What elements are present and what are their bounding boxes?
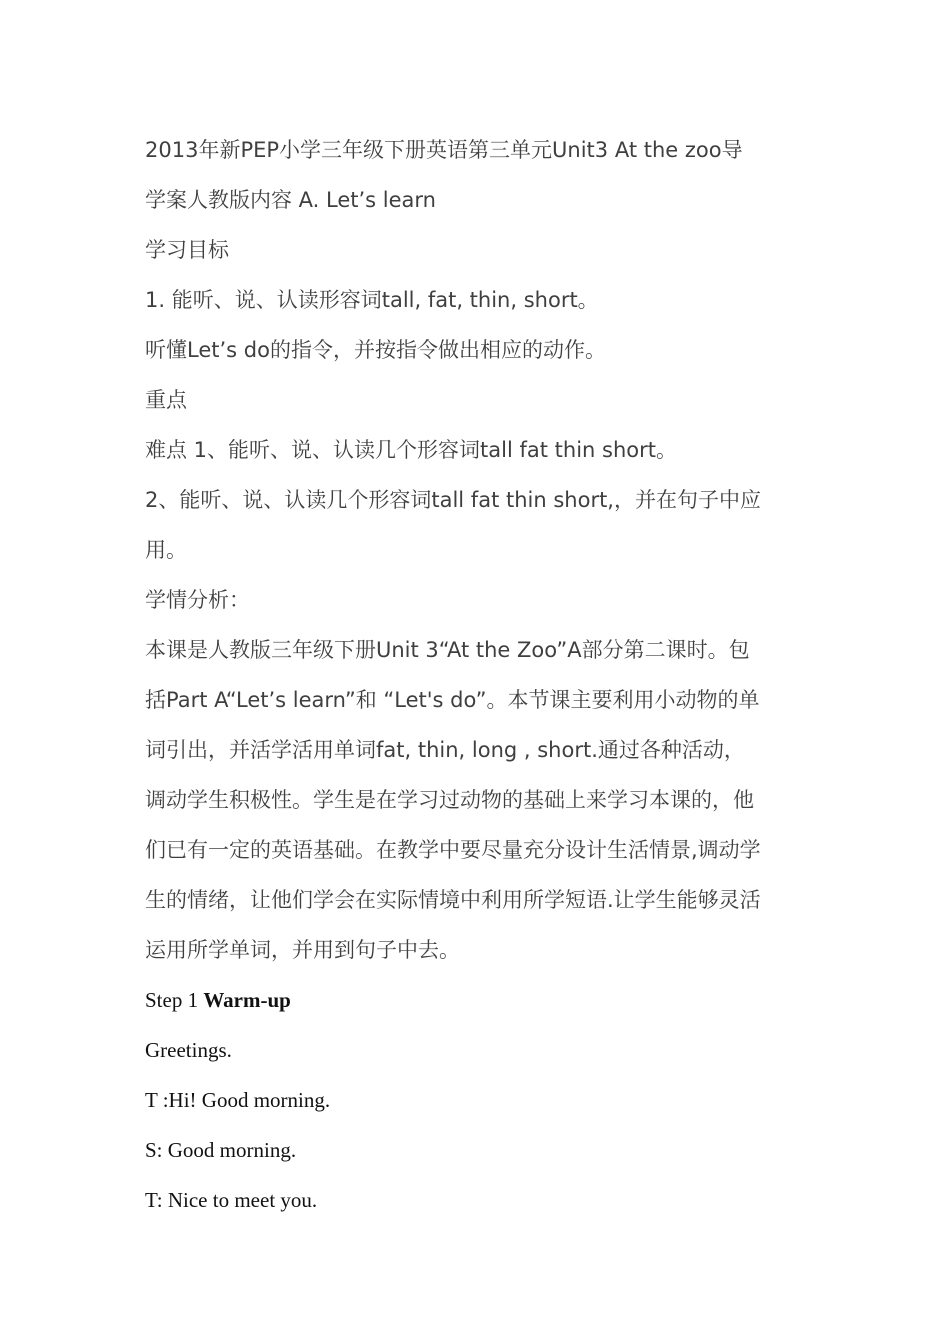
analysis-heading: 学情分析： [145, 588, 250, 612]
analysis-line-6: 生的情绪，让他们学会在实际情境中利用所学短语.让学生能够灵活 [145, 888, 761, 912]
step-heading-title: Warm-up [203, 988, 291, 1012]
difficulty-2: 2、能听、说、认读几个形容词tall fat thin short,，并在句子中应 [145, 488, 761, 512]
analysis-line-1: 本课是人教版三年级下册Unit 3“At the Zoo”A部分第二课时。包 [145, 638, 750, 662]
objective-1: 1. 能听、说、认读形容词tall, fat, thin, short。 [145, 288, 599, 312]
dialogue-student-1: S: Good morning. [145, 1138, 297, 1162]
difficulty-1: 难点 1、能听、说、认读几个形容词tall fat thin short。 [145, 438, 677, 462]
key-points-heading: 重点 [145, 388, 187, 412]
difficulty-2-cont: 用。 [145, 538, 187, 562]
analysis-line-4: 调动学生积极性。学生是在学习过动物的基础上来学习本课的，他 [145, 788, 754, 812]
objective-2: 听懂Let’s do的指令，并按指令做出相应的动作。 [145, 338, 606, 362]
analysis-line-7: 运用所学单词，并用到句子中去。 [145, 938, 460, 962]
analysis-line-2: 括Part A“Let’s learn”和 “Let's do”。本节课主要利用小动物的单 [145, 688, 760, 712]
analysis-line-5: 们已有一定的英语基础。在教学中要尽量充分设计生活情景,调动学 [145, 838, 761, 862]
objectives-heading: 学习目标 [145, 238, 229, 262]
dialogue-teacher-2: T: Nice to meet you. [145, 1188, 318, 1212]
title-line-1: 2013年新PEP小学三年级下册英语第三单元Unit3 At the zoo导 [145, 138, 743, 162]
title-line-2: 学案人教版内容 A. Let’s learn [145, 188, 436, 212]
step-heading-prefix: Step 1 [145, 988, 204, 1012]
step-heading [145, 975, 810, 1025]
document-body [145, 125, 810, 1225]
dialogue-greetings: Greetings. [145, 1038, 232, 1062]
dialogue-teacher-1: T :Hi! Good morning. [145, 1088, 331, 1112]
analysis-line-3: 词引出，并活学活用单词fat, thin, long , short.通过各种活动， [145, 738, 745, 762]
